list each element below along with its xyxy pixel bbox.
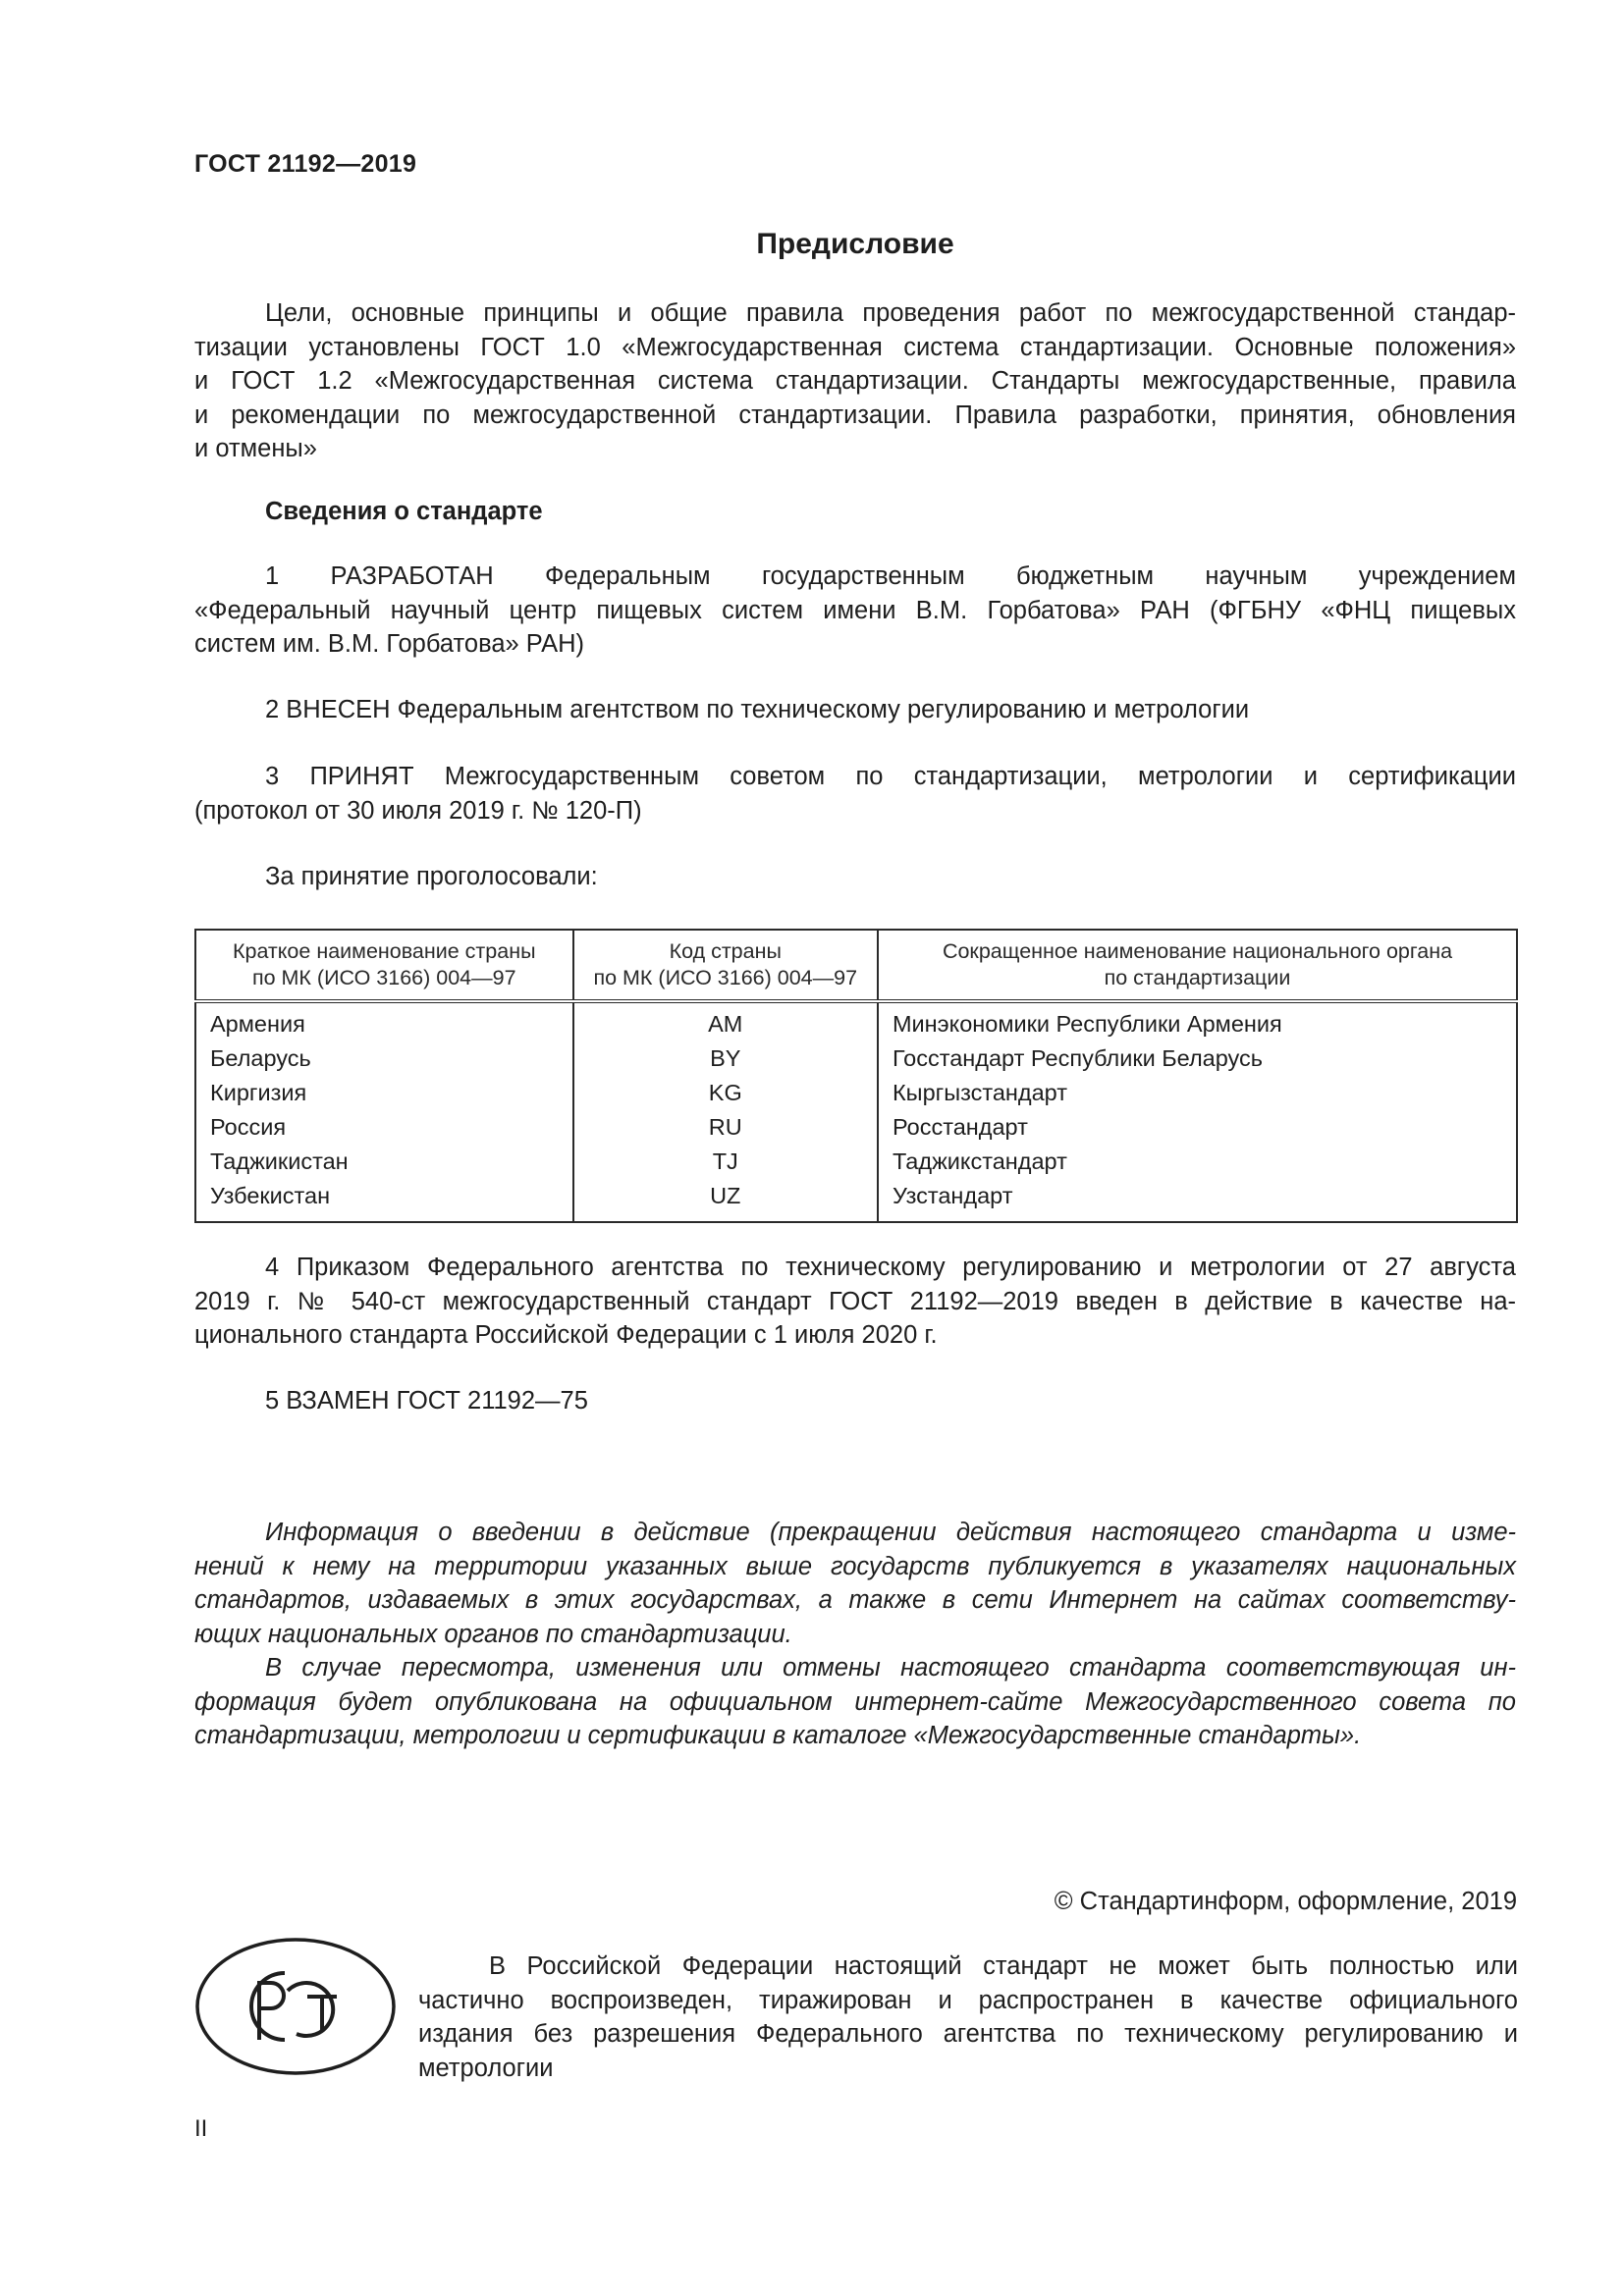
- intro-line: тизации установлены ГОСТ 1.0 «Межгосударственная система стандартизации. Основные положения»: [194, 333, 1516, 361]
- notice-line: Информация о введении в действие (прекращении действия настоящего стандарта и изме-: [265, 1519, 1516, 1546]
- country-name-cell: Армения: [195, 1001, 573, 1041]
- voting-table: [194, 929, 1518, 1223]
- item-4-line: 4 Приказом Федерального агентства по техническому регулированию и метрологии от 27 августа: [265, 1254, 1516, 1281]
- country-name-cell: Россия: [195, 1110, 573, 1145]
- country-code-cell: AM: [573, 1001, 878, 1041]
- item-3-line: (протокол от 30 июля 2019 г. № 120-П): [194, 796, 642, 825]
- header-national-body: Сокращенное наименование национального органа по стандартизации: [878, 930, 1517, 1001]
- country-name-cell: Узбекистан: [195, 1179, 573, 1222]
- intro-line: Цели, основные принципы и общие правила проведения работ по межгосударственной стандар-: [265, 299, 1516, 327]
- item-1-line: «Федеральный научный центр пищевых систем имени В.М. Горбатова» РАН (ФГБНУ «ФНЦ пищевых: [194, 596, 1516, 624]
- notice-line: стандартизации, метрологии и сертификации в каталоге «Межгосударственные стандарты».: [194, 1722, 1362, 1749]
- table-row: [195, 1076, 1517, 1110]
- notice-paragraph-2: [194, 1651, 1516, 1753]
- table-row: [195, 1041, 1517, 1076]
- national-body-cell: Росстандарт: [878, 1110, 1517, 1145]
- country-name-cell: Киргизия: [195, 1076, 573, 1110]
- national-body-cell: Госстандарт Республики Беларусь: [878, 1041, 1517, 1076]
- page-number: II: [194, 2115, 208, 2142]
- intro-line: и отмены»: [194, 435, 317, 462]
- country-name-cell: Таджикистан: [195, 1145, 573, 1179]
- national-body-cell: Узстандарт: [878, 1179, 1517, 1222]
- national-body-cell: Минэкономики Республики Армения: [878, 1001, 1517, 1041]
- country-code-cell: KG: [573, 1076, 878, 1110]
- page-title: Предисловие: [756, 228, 954, 260]
- rights-paragraph: [418, 1949, 1518, 2085]
- table-header-row: [195, 930, 1517, 1001]
- rst-logo: [194, 1936, 397, 2077]
- item-1-line: 1 РАЗРАБОТАН Федеральным государственным бюджетным научным учреждением: [265, 562, 1516, 590]
- intro-line: и рекомендации по межгосударственной стандартизации. Правила разработки, принятия, обновления: [194, 400, 1516, 429]
- rst-logo-emblem: [194, 1936, 397, 2077]
- header-country-code: Код страны по МК (ИСО 3166) 004—97: [573, 930, 878, 1001]
- rights-line: издания без разрешения Федерального агентства по техническому регулированию и: [418, 2020, 1518, 2048]
- item-1-line: систем им. В.М. Горбатова» РАН): [194, 630, 584, 658]
- rights-line: частично воспроизведен, тиражирован и распространен в качестве официального: [418, 1986, 1518, 2014]
- table-row: [195, 1001, 1517, 1041]
- item-5-replaces: 5 ВЗАМЕН ГОСТ 21192—75: [265, 1387, 588, 1415]
- notice-line: ющих национальных органов по стандартизации.: [194, 1620, 792, 1648]
- notice-paragraph-1: [194, 1516, 1516, 1651]
- item-3-line: 3 ПРИНЯТ Межгосударственным советом по стандартизации, метрологии и сертификации: [265, 763, 1516, 790]
- item-2-introduced: 2 ВНЕСЕН Федеральным агентством по техническому регулированию и метрологии: [265, 696, 1250, 723]
- document-id: ГОСТ 21192—2019: [194, 150, 417, 178]
- item-1-developed: [194, 560, 1516, 662]
- rights-line: В Российской Федерации настоящий стандарт не может быть полностью или: [489, 1952, 1518, 1980]
- national-body-cell: Таджикстандарт: [878, 1145, 1517, 1179]
- country-name-cell: Беларусь: [195, 1041, 573, 1076]
- country-code-cell: BY: [573, 1041, 878, 1076]
- table-row: [195, 1110, 1517, 1145]
- notice-line: формация будет опубликована на официальном интернет-сайте Межгосударственного совета по: [194, 1687, 1516, 1716]
- voted-label: За принятие проголосовали:: [265, 863, 598, 890]
- intro-line: и ГОСТ 1.2 «Межгосударственная система стандартизации. Стандарты межгосударственные, правила: [194, 367, 1516, 395]
- notice-line: В случае пересмотра, изменения или отмены настоящего стандарта соответствующая ин-: [265, 1654, 1516, 1682]
- info-heading: Сведения о стандарте: [265, 498, 543, 525]
- item-3-adopted: [194, 760, 1516, 828]
- table-row: [195, 1179, 1517, 1222]
- item-4-line: 2019 г. № 540-ст межгосударственный стандарт ГОСТ 21192—2019 введен в действие в качестве на-: [194, 1287, 1516, 1315]
- country-code-cell: UZ: [573, 1179, 878, 1222]
- copyright-notice: © Стандартинформ, оформление, 2019: [1054, 1888, 1517, 1915]
- table-row: [195, 1145, 1517, 1179]
- header-country-name: Краткое наименование страны по МК (ИСО 3166) 004—97: [195, 930, 573, 1001]
- item-4-line: ционального стандарта Российской Федерации с 1 июля 2020 г.: [194, 1321, 938, 1349]
- national-body-cell: Кыргызстандарт: [878, 1076, 1517, 1110]
- notice-line: нений к нему на территории указанных выше государств публикуется в указателях национальных: [194, 1552, 1516, 1580]
- rights-line: метрологии: [418, 2054, 554, 2082]
- country-code-cell: TJ: [573, 1145, 878, 1179]
- item-4-order: [194, 1251, 1516, 1353]
- notice-line: стандартов, издаваемых в этих государствах, а также в сети Интернет на сайтах соответству-: [194, 1586, 1516, 1614]
- country-code-cell: RU: [573, 1110, 878, 1145]
- intro-paragraph: [194, 296, 1516, 466]
